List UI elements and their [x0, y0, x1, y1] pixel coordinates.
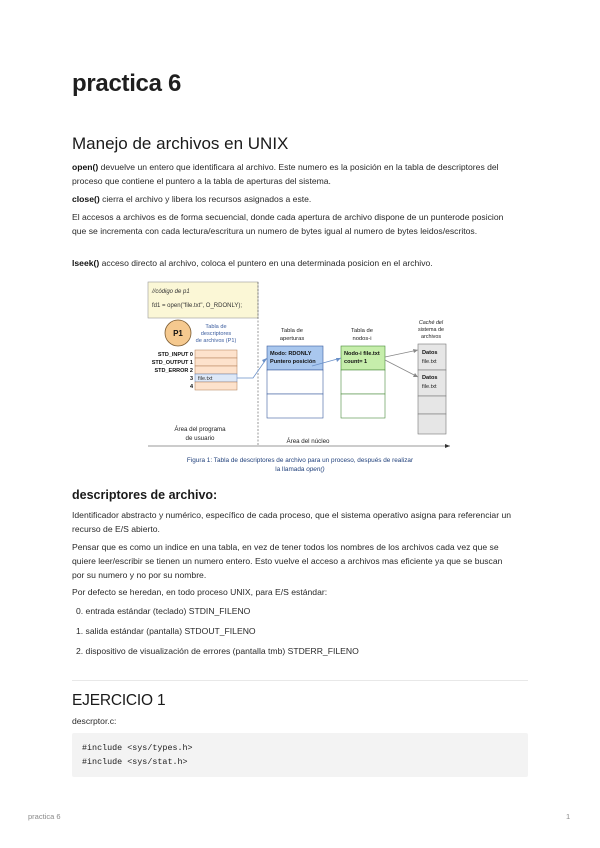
- descriptors-paragraph-3: Por defecto se heredan, en todo proceso UNIX, para E/S estándar:: [72, 587, 328, 597]
- cache-entry-2-file: file.txt: [422, 384, 437, 390]
- figure-caption-line-1: Figura 1: Tabla de descriptores de archivo para un proceso, después de realizar: [186, 457, 414, 464]
- user-area-label-2: de usuario: [185, 435, 215, 442]
- kernel-area-label: Área del núcleo: [286, 438, 330, 445]
- code-block: [72, 733, 528, 777]
- kernel-area-arrow: [445, 444, 450, 448]
- cache-cell-2: [418, 370, 446, 396]
- descriptors-heading: descriptores de archivo:: [72, 488, 218, 502]
- section-divider: [72, 680, 528, 681]
- code-line: fd1 = open("file.txt", O_RDONLY);: [152, 303, 243, 309]
- arrow-desc-to-open: [237, 358, 267, 378]
- cache-cell-1: [418, 344, 446, 370]
- list-item: 0. entrada estándar (teclado) STDIN_FILENO: [76, 606, 251, 616]
- code-comment: //código de p1: [152, 289, 190, 295]
- nodes-table-row-3: [341, 394, 385, 418]
- cache-title-2: sistema de: [417, 327, 445, 333]
- std-label-4: 4: [189, 384, 193, 390]
- desc-table-title-1: Tabla de: [205, 324, 227, 330]
- std-streams-list: [76, 604, 359, 664]
- descriptors-paragraph-1: Identificador abstracto y numérico, específico de cada proceso, que el sistema operativo asigna para referenciar un recurso de E/S abierto.: [72, 510, 512, 534]
- open-paragraph: [72, 160, 512, 188]
- std-label-2: STD_ERROR 2: [154, 368, 193, 374]
- std-label-0: STD_INPUT 0: [157, 352, 193, 358]
- process-label: P1: [173, 329, 183, 338]
- arrow-head-cache-1: [413, 349, 418, 353]
- exercise-heading: EJERCICIO 1: [72, 692, 166, 709]
- desc-cell-2: [195, 366, 237, 374]
- open-table-entry: [267, 346, 323, 370]
- arrow-head-open: [336, 358, 341, 362]
- exercise-filename: descrptor.c:: [72, 716, 117, 726]
- lseek-keyword: lseek(): [72, 258, 100, 268]
- cache-title-1: Caché del: [418, 320, 444, 326]
- open-description: devuelve un entero que identificara al archivo. Este numero es la posición en la tabla de descriptores del proceso que contiene el puntero a la tabla de aperturas del sistema.: [72, 162, 499, 186]
- code-line-1: #include <sys/types.h>: [82, 743, 193, 753]
- desc-cell-4: [195, 382, 237, 390]
- desc-entry: file.txt: [198, 376, 213, 382]
- open-table-title-2: aperturas: [279, 336, 305, 342]
- close-keyword: close(): [72, 194, 100, 204]
- desc-table-title-2: descriptores: [200, 331, 232, 337]
- node-entry-name: Nodo-i file.txt: [344, 351, 380, 357]
- file-descriptor-diagram: [140, 280, 460, 476]
- footer-title: practica 6: [28, 812, 61, 821]
- open-keyword: open(): [72, 162, 99, 172]
- figure-caption-line-2: [275, 466, 324, 473]
- cache-entry-1-label: Datos: [422, 350, 438, 356]
- cache-entry-1-file: file.txt: [422, 359, 437, 365]
- caption-call: open(): [306, 466, 325, 473]
- cache-title-3: archivos: [420, 334, 442, 340]
- code-line-2: #include <sys/stat.h>: [82, 757, 188, 767]
- nodes-table-title-2: nodos-i: [352, 336, 372, 342]
- cache-cell-3: [418, 396, 446, 414]
- lseek-description: acceso directo al archivo, coloca el puntero en una determinada posicion en el archivo.: [99, 258, 433, 268]
- std-label-3: 3: [189, 376, 193, 382]
- access-paragraph: El accesos a archivos es de forma secuencial, donde cada apertura de archivo dispone de un punterode posicion que se incrementa con cada lectura/escritura un numero de bytes igual al numero de bytes leidos/escritos.: [72, 212, 504, 236]
- node-entry-count: count= 1: [344, 359, 368, 365]
- close-description: cierra el archivo y libera los recursos asignados a este.: [99, 194, 312, 204]
- open-table-title-1: Tabla de: [281, 328, 303, 334]
- open-entry-pointer: Puntero posición: [270, 359, 316, 365]
- nodes-table-row-2: [341, 370, 385, 394]
- cache-entry-2-label: Datos: [422, 375, 438, 381]
- nodes-table-entry: [341, 346, 385, 370]
- desc-cell-0: [195, 350, 237, 358]
- open-entry-mode: Modo: RDONLY: [270, 351, 312, 357]
- list-item: 2. dispositivo de visualización de errores (pantalla tmb) STDERR_FILENO: [76, 646, 359, 656]
- std-label-1: STD_OUTPUT 1: [151, 360, 193, 366]
- code-box: [148, 282, 258, 318]
- descriptors-paragraph-2: Pensar que es como un indice en una tabla, en vez de tener todos los nombres de los archivos cada vez que se quiere leer/escribir se tienen un numero entero. Esto vuelve el acceso a archivos mas eficiente ya que se buscan por su numero y no por su nombre.: [72, 542, 503, 580]
- page-title: practica 6: [72, 70, 182, 97]
- file-descriptor-figure: [140, 280, 460, 476]
- open-table-row-2: [267, 370, 323, 394]
- close-paragraph: [72, 192, 512, 206]
- lseek-paragraph: [72, 256, 512, 270]
- open-table-row-3: [267, 394, 323, 418]
- desc-table-title-3: de archivos (P1): [195, 338, 237, 344]
- user-area-label-1: Área del programa: [174, 426, 226, 433]
- caption-prefix: la llamada: [275, 466, 307, 473]
- arrow-node-to-cache-2: [385, 360, 418, 377]
- nodes-table-title-1: Tabla de: [351, 328, 373, 334]
- desc-cell-1: [195, 358, 237, 366]
- section-title: Manejo de archivos en UNIX: [72, 134, 289, 153]
- footer-page-number: 1: [566, 812, 571, 821]
- cache-cell-4: [418, 414, 446, 434]
- list-item: 1. salida estándar (pantalla) STDOUT_FILENO: [76, 626, 256, 636]
- arrow-node-to-cache-1: [385, 350, 418, 357]
